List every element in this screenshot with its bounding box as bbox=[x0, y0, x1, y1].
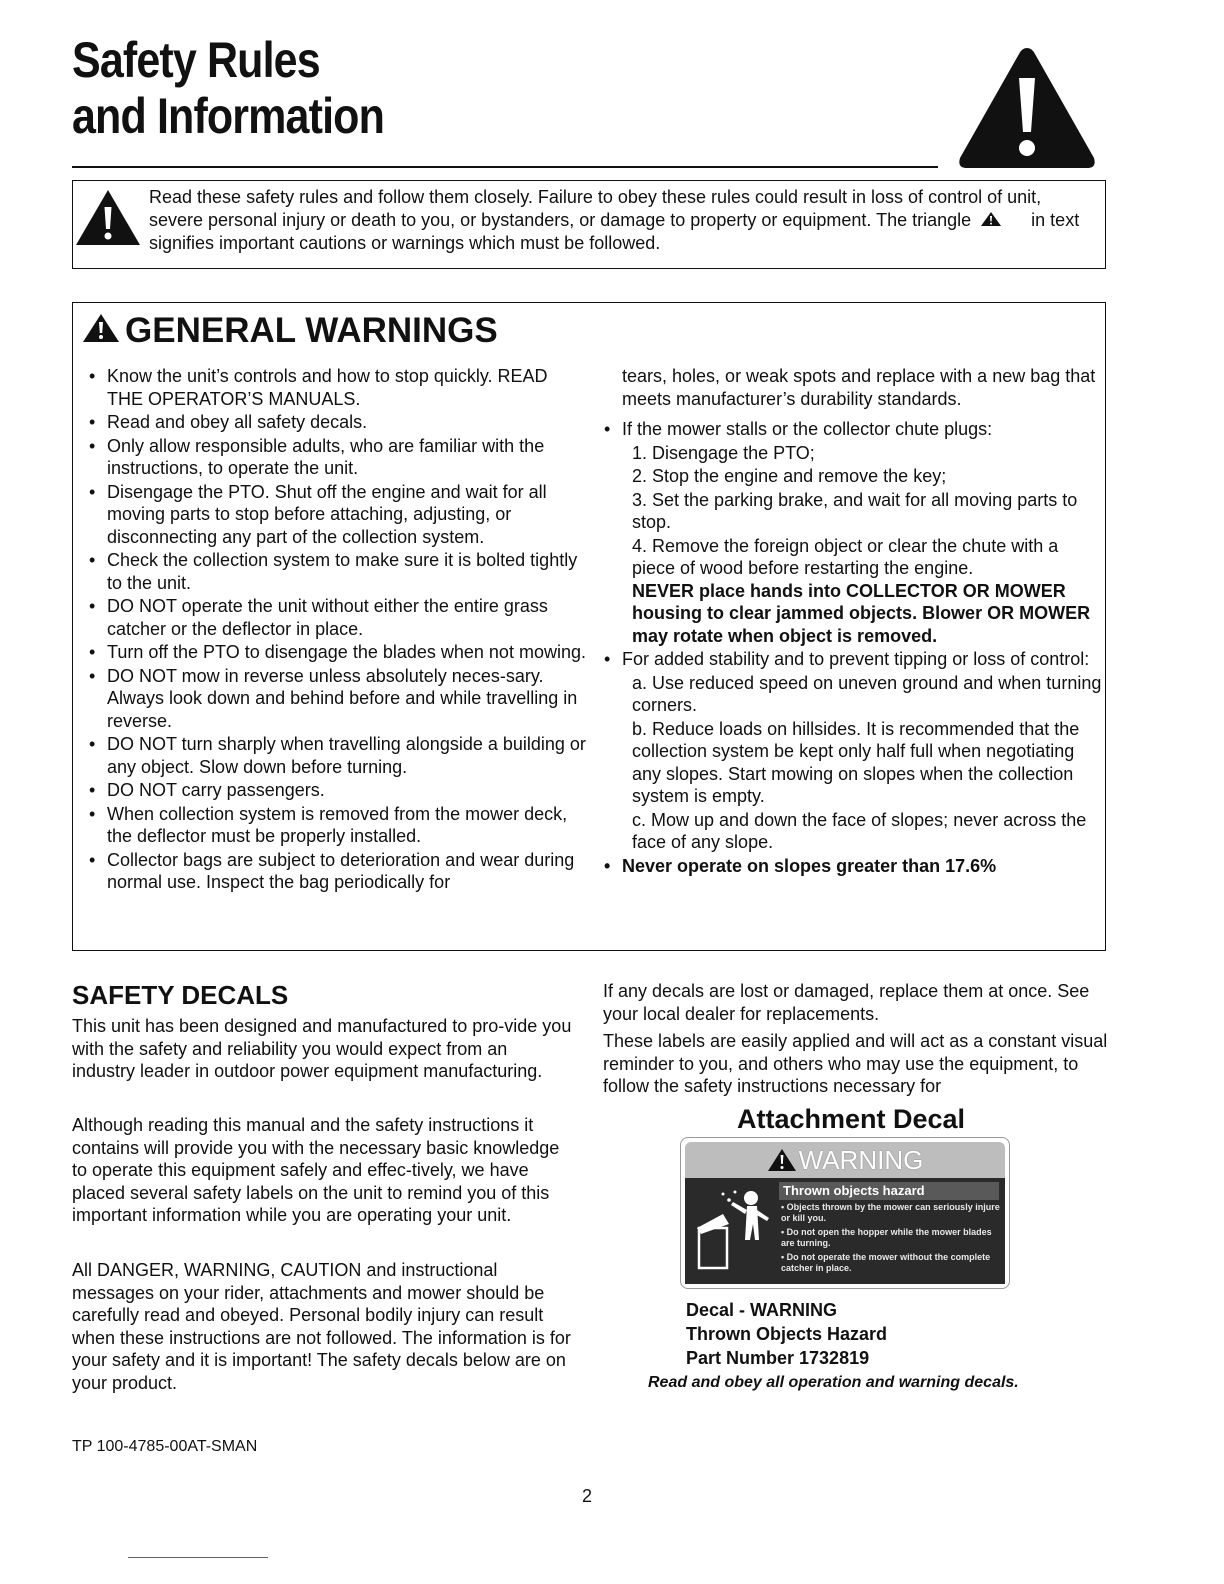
warning-triangle-icon bbox=[956, 44, 1098, 172]
intro-notice-box bbox=[72, 180, 1106, 269]
decal-banner bbox=[685, 1142, 1005, 1178]
list-item: • Disengage the PTO. Shut off the engine and wait for all moving parts to stop before attaching, adjusting, or disconnecting any part of the collection system. bbox=[87, 481, 587, 549]
list-item: • DO NOT carry passengers. bbox=[87, 779, 587, 802]
stall-warning: NEVER place hands into COLLECTOR OR MOWER housing to clear jammed objects. Blower OR MOWER may rotate when object is removed. bbox=[632, 580, 1091, 646]
list-item: • DO NOT mow in reverse unless absolutely neces-sary. Always look down and behind before and while travelling in reverse. bbox=[87, 665, 587, 733]
title-line-1: Safety Rules bbox=[72, 32, 320, 88]
document-id: TP 100-4785-00AT-SMAN bbox=[72, 1438, 258, 1455]
list-item: • Collector bags are subject to deterioration and wear during normal use. Inspect the bag periodically for bbox=[87, 849, 587, 894]
safety-decals-heading: SAFETY DECALS bbox=[72, 980, 289, 1010]
decal-hazard-title: Thrown objects hazard bbox=[779, 1182, 999, 1200]
link-underline bbox=[128, 1557, 268, 1558]
general-warnings-box bbox=[72, 302, 1106, 951]
intro-text-part1: Read these safety rules and follow them closely. Failure to obey these rules could result in loss of control of unit, severe personal injury or death to you, or bystanders, or damage to property or equipment. The triangle bbox=[149, 187, 1042, 230]
warning-triangle-icon bbox=[81, 312, 121, 344]
decal-bullets bbox=[781, 1202, 1001, 1277]
decal-bullet: • Do not operate the mower without the complete catcher in place. bbox=[781, 1252, 991, 1273]
decal-bullet: • Objects thrown by the mower can seriously injure or kill you. bbox=[781, 1202, 1000, 1223]
thrown-objects-pictogram-icon bbox=[693, 1184, 779, 1280]
general-warnings-title: GENERAL WARNINGS bbox=[125, 311, 498, 350]
decal-caption bbox=[686, 1298, 887, 1370]
page-title bbox=[72, 32, 384, 144]
warning-triangle-icon bbox=[73, 187, 143, 247]
stability-step: c. Mow up and down the face of slopes; never across the face of any slope. bbox=[632, 809, 1087, 852]
safety-decals-paragraph: If any decals are lost or damaged, replace them at once. See your local dealer for replacements. bbox=[603, 981, 1090, 1024]
stall-step: 4. Remove the foreign object or clear the chute with a piece of wood before restarting the engine. bbox=[632, 535, 1059, 578]
general-warnings-heading bbox=[81, 309, 498, 353]
title-line-2: and Information bbox=[72, 88, 384, 144]
stall-step: 3. Set the parking brake, and wait for all moving parts to stop. bbox=[632, 489, 1078, 532]
intro-text bbox=[149, 186, 1099, 255]
warning-triangle-icon bbox=[767, 1148, 797, 1172]
safety-decals-paragraph: Although reading this manual and the safety instructions it contains will provide you with the necessary basic knowledge to operate this equipment safely and effec-tively, we have placed several safety labels on the unit to remind you of this important information while you are operating your unit. bbox=[72, 1115, 560, 1225]
safety-decals-paragraph: This unit has been designed and manufactured to pro-vide you with the safety and reliability you would expect from an industry leader in outdoor power equipment manufacturing. bbox=[72, 1016, 572, 1081]
decal-banner-text: WARNING bbox=[798, 1145, 924, 1175]
page-number: 2 bbox=[582, 1486, 593, 1506]
attachment-decal-heading: Attachment Decal bbox=[737, 1104, 966, 1134]
stability-step: b. Reduce loads on hillsides. It is recommended that the collection system be kept only half full when negotiating any slopes. Start mowing on slopes when the collection system is empty. bbox=[632, 718, 1080, 806]
general-warnings-right-list bbox=[602, 365, 1102, 878]
list-item: • Turn off the PTO to disengage the blades when not mowing. bbox=[87, 641, 587, 664]
decal-caption-line: Decal - WARNING bbox=[686, 1300, 838, 1320]
stall-step: 1. Disengage the PTO; bbox=[632, 442, 815, 463]
list-item: • Check the collection system to make sure it is bolted tightly to the unit. bbox=[87, 549, 587, 594]
general-warnings-left-list bbox=[87, 365, 587, 895]
list-item: • Read and obey all safety decals. bbox=[87, 411, 587, 434]
intro-text-part2: in text signifies important cautions or warnings which must be followed. bbox=[149, 210, 1080, 253]
slope-limit-warning: • Never operate on slopes greater than 17.6% bbox=[602, 855, 1102, 878]
list-item: • DO NOT turn sharply when travelling alongside a building or any object. Slow down before turning. bbox=[87, 733, 587, 778]
inline-warning-triangle-icon bbox=[980, 211, 1002, 227]
list-item: • Only allow responsible adults, who are familiar with the instructions, to operate the unit. bbox=[87, 435, 587, 480]
list-item-stall: • If the mower stalls or the collector chute plugs: bbox=[602, 418, 1102, 441]
list-item: • DO NOT operate the unit without either the entire grass catcher or the deflector in place. bbox=[87, 595, 587, 640]
list-item: • When collection system is removed from the mower deck, the deflector must be properly installed. bbox=[87, 803, 587, 848]
list-item: • Know the unit’s controls and how to stop quickly. READ THE OPERATOR’S MANUALS. bbox=[87, 365, 587, 410]
title-divider bbox=[72, 166, 938, 168]
decal-body bbox=[685, 1178, 1005, 1284]
stall-step: 2. Stop the engine and remove the key; bbox=[632, 466, 947, 486]
decal-caption-line: Part Number 1732819 bbox=[686, 1348, 870, 1368]
warning-decal-image bbox=[680, 1137, 1010, 1289]
list-item-continuation: tears, holes, or weak spots and replace with a new bag that meets manufacturer’s durability standards. bbox=[622, 366, 1096, 409]
safety-decals-paragraph: All DANGER, WARNING, CAUTION and instructional messages on your rider, attachments and mower should be carefully read and obeyed. Personal bodily injury can result when these instructions are not followed. The information is for your safety and it is important! The safety decals below are on your product. bbox=[72, 1260, 571, 1393]
decal-caption-note: Read and obey all operation and warning decals. bbox=[648, 1374, 1019, 1391]
safety-decals-paragraph: These labels are easily applied and will act as a constant visual reminder to you, and others who may use the equipment, to follow the safety instructions necessary for bbox=[603, 1031, 1108, 1096]
list-item-stability: • For added stability and to prevent tipping or loss of control: bbox=[602, 648, 1102, 671]
stability-step: a. Use reduced speed on uneven ground and when turning corners. bbox=[632, 672, 1102, 715]
decal-bullet: • Do not open the hopper while the mower blades are turning. bbox=[781, 1227, 992, 1248]
decal-caption-line: Thrown Objects Hazard bbox=[686, 1324, 888, 1344]
